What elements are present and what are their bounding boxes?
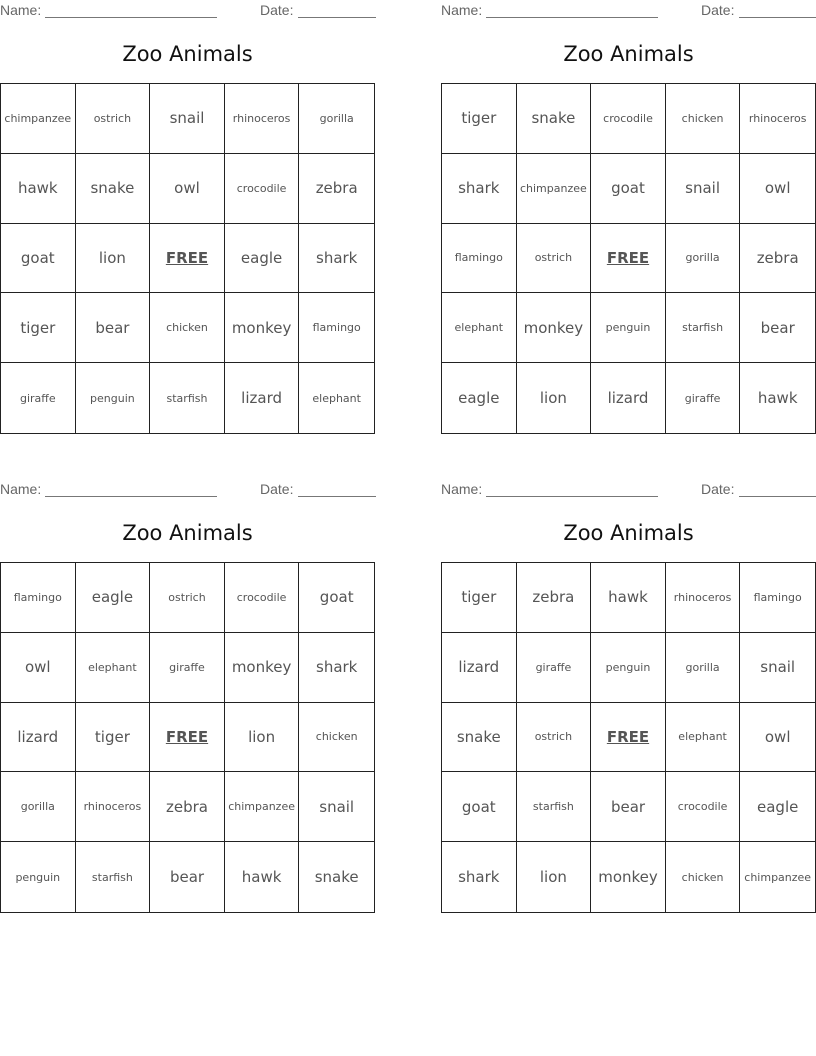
bingo-cell-word: snake — [531, 109, 576, 128]
bingo-cell — [517, 293, 592, 363]
name-blank-line — [45, 496, 217, 497]
bingo-cell — [76, 703, 151, 773]
bingo-cell — [299, 84, 374, 154]
bingo-cell — [76, 293, 151, 363]
bingo-cell — [225, 633, 300, 703]
bingo-cell — [442, 772, 517, 842]
header-line — [0, 2, 375, 20]
bingo-cell-word: rhinoceros — [748, 111, 807, 125]
bingo-cell-word: chimpanzee — [744, 870, 812, 884]
bingo-cell — [517, 154, 592, 224]
name-label: Name: — [441, 481, 483, 497]
bingo-card-1 — [0, 0, 375, 440]
bingo-cell — [299, 772, 374, 842]
bingo-cell-word: owl — [24, 658, 51, 677]
bingo-cell-word: gorilla — [685, 660, 720, 674]
bingo-cell-word: tiger — [461, 588, 497, 607]
bingo-cell-word: chicken — [681, 870, 724, 884]
bingo-cell-word: starfish — [166, 391, 208, 405]
bingo-cell-word: starfish — [682, 321, 724, 335]
bingo-cell — [591, 363, 666, 433]
free-space-cell — [150, 224, 225, 294]
bingo-cell — [442, 84, 517, 154]
card-title: Zoo Animals — [563, 521, 694, 545]
bingo-cell-word: flamingo — [13, 590, 62, 604]
bingo-cell — [150, 772, 225, 842]
bingo-card-3 — [0, 479, 375, 919]
bingo-cell-word: starfish — [91, 870, 133, 884]
bingo-cell — [442, 293, 517, 363]
bingo-cell-word: giraffe — [684, 391, 721, 405]
bingo-cell-word: zebra — [756, 248, 799, 267]
bingo-cell — [76, 772, 151, 842]
bingo-cell — [1, 293, 76, 363]
bingo-cell — [591, 563, 666, 633]
bingo-cell-word: rhinoceros — [673, 590, 732, 604]
bingo-cell-word: bear — [610, 797, 646, 816]
bingo-cell-word: gorilla — [685, 251, 720, 265]
bingo-cell-word: goat — [611, 179, 645, 198]
bingo-cell-word: lion — [539, 868, 567, 887]
bingo-cell — [1, 842, 76, 912]
bingo-cell-word: lizard — [17, 727, 59, 746]
bingo-cell — [517, 563, 592, 633]
bingo-cell — [76, 633, 151, 703]
bingo-cell-word: lizard — [458, 658, 500, 677]
bingo-cell-word: penguin — [90, 391, 135, 405]
bingo-grid — [441, 562, 816, 913]
bingo-cell-word: crocodile — [677, 800, 728, 814]
bingo-cell-word: lion — [98, 248, 126, 267]
bingo-cell — [666, 563, 741, 633]
date-blank-line — [739, 17, 816, 18]
bingo-cell — [666, 363, 741, 433]
bingo-grid — [441, 83, 816, 434]
bingo-cell — [299, 224, 374, 294]
header-line — [441, 2, 816, 20]
bingo-cell-word: eagle — [240, 248, 283, 267]
bingo-cell-word: bear — [169, 868, 205, 887]
bingo-cell — [1, 363, 76, 433]
bingo-cell-word: crocodile — [236, 181, 287, 195]
bingo-cell-word: hawk — [757, 389, 798, 408]
bingo-cell — [442, 842, 517, 912]
card-title: Zoo Animals — [563, 42, 694, 66]
bingo-cell — [76, 224, 151, 294]
bingo-cell — [740, 224, 815, 294]
bingo-cell-word: monkey — [598, 868, 658, 887]
bingo-cell — [76, 84, 151, 154]
bingo-cell-word: flamingo — [454, 251, 503, 265]
bingo-cell — [225, 154, 300, 224]
bingo-card-2 — [441, 0, 816, 440]
bingo-cell-word: chimpanzee — [519, 181, 587, 195]
bingo-cell — [591, 842, 666, 912]
date-label: Date: — [260, 481, 294, 497]
bingo-cell — [740, 84, 815, 154]
bingo-cell — [1, 84, 76, 154]
bingo-cell — [666, 84, 741, 154]
bingo-cell — [442, 363, 517, 433]
bingo-cell-word: crocodile — [236, 590, 287, 604]
bingo-cell — [740, 772, 815, 842]
name-blank-line — [486, 17, 658, 18]
bingo-cell — [299, 703, 374, 773]
bingo-cell-word: chicken — [315, 730, 358, 744]
name-blank-line — [45, 17, 217, 18]
date-label: Date: — [701, 481, 735, 497]
bingo-cell — [591, 293, 666, 363]
name-label: Name: — [0, 481, 42, 497]
bingo-cell-word: giraffe — [169, 660, 205, 674]
free-space-cell — [150, 703, 225, 773]
bingo-cell — [225, 842, 300, 912]
bingo-cell-word: shark — [316, 248, 358, 267]
bingo-cell — [666, 293, 741, 363]
bingo-cell-word: goat — [319, 588, 354, 607]
bingo-cell-word: monkey — [231, 658, 292, 677]
bingo-cell — [299, 842, 374, 912]
bingo-cell — [150, 84, 225, 154]
bingo-cell-word: ostrich — [93, 111, 132, 125]
bingo-cell-word: ostrich — [534, 730, 573, 744]
name-label: Name: — [441, 2, 483, 18]
bingo-cell — [517, 633, 592, 703]
bingo-cell — [76, 154, 151, 224]
bingo-cell-word: owl — [764, 179, 791, 198]
bingo-cell — [150, 154, 225, 224]
bingo-cell — [740, 563, 815, 633]
bingo-cell — [517, 363, 592, 433]
bingo-cell-word: snake — [90, 179, 135, 198]
bingo-cell-word: snail — [685, 179, 721, 198]
bingo-cell-word: zebra — [532, 588, 575, 607]
bingo-cell-word: shark — [458, 179, 500, 198]
bingo-cell — [1, 224, 76, 294]
card-title: Zoo Animals — [122, 42, 253, 66]
bingo-cell — [666, 703, 741, 773]
bingo-cell — [299, 363, 374, 433]
bingo-cell-word: owl — [174, 179, 200, 198]
bingo-cell — [591, 154, 666, 224]
bingo-cell-word: elephant — [454, 321, 504, 335]
bingo-cell-word: snake — [314, 868, 359, 887]
bingo-cell-word: shark — [316, 658, 358, 677]
bingo-cell — [225, 772, 300, 842]
bingo-cell — [591, 84, 666, 154]
bingo-cell-word: snail — [760, 658, 796, 677]
bingo-cell-word: ostrich — [168, 590, 206, 604]
bingo-cell — [442, 224, 517, 294]
bingo-cell — [150, 563, 225, 633]
bingo-cell — [1, 703, 76, 773]
bingo-cell — [442, 154, 517, 224]
bingo-cell-word: tiger — [94, 727, 130, 746]
bingo-cell-word: penguin — [15, 870, 61, 884]
bingo-cell-word: gorilla — [20, 800, 55, 814]
date-blank-line — [298, 17, 376, 18]
bingo-cell — [517, 84, 592, 154]
bingo-cell — [442, 563, 517, 633]
bingo-cell-word: lizard — [241, 389, 282, 408]
name-label: Name: — [0, 2, 42, 18]
bingo-cell-word: gorilla — [319, 111, 354, 125]
bingo-cell — [225, 84, 300, 154]
date-label: Date: — [260, 2, 294, 18]
bingo-cell — [1, 154, 76, 224]
bingo-cell — [740, 842, 815, 912]
bingo-cell-word: flamingo — [753, 590, 802, 604]
bingo-cell-word: lion — [539, 389, 567, 408]
bingo-cell-word: lizard — [607, 389, 649, 408]
free-space-cell — [591, 224, 666, 294]
bingo-cell-word: elephant — [678, 730, 727, 744]
bingo-cell — [225, 293, 300, 363]
bingo-cell — [225, 703, 300, 773]
bingo-cell-word: penguin — [605, 321, 651, 335]
bingo-cell-word: ostrich — [534, 251, 573, 265]
bingo-cell — [442, 633, 517, 703]
bingo-cell — [1, 633, 76, 703]
date-label: Date: — [701, 2, 735, 18]
bingo-cell-word: snail — [169, 109, 205, 128]
bingo-cell — [225, 224, 300, 294]
bingo-cell — [517, 772, 592, 842]
bingo-cell — [76, 842, 151, 912]
bingo-cell-word: tiger — [20, 318, 56, 337]
bingo-cell — [740, 703, 815, 773]
bingo-cell-word: FREE — [165, 248, 209, 267]
bingo-cell-word: owl — [764, 727, 791, 746]
bingo-cell-word: starfish — [532, 800, 574, 814]
bingo-cell-word: chimpanzee — [228, 800, 295, 814]
bingo-cell-word: goat — [20, 248, 55, 267]
bingo-cell — [225, 363, 300, 433]
bingo-cell-word: eagle — [458, 389, 500, 408]
bingo-cell — [666, 842, 741, 912]
bingo-grid — [0, 562, 375, 913]
bingo-cell — [740, 363, 815, 433]
date-blank-line — [298, 496, 376, 497]
bingo-cell — [150, 842, 225, 912]
bingo-cell-word: eagle — [91, 588, 134, 607]
bingo-cell — [299, 293, 374, 363]
bingo-cell — [1, 563, 76, 633]
bingo-cell — [666, 633, 741, 703]
bingo-cell-word: rhinoceros — [232, 111, 291, 125]
bingo-cell-word: chicken — [681, 111, 724, 125]
bingo-cell — [591, 633, 666, 703]
bingo-cell-word: chicken — [166, 321, 208, 335]
bingo-cell-word: hawk — [608, 588, 648, 607]
header-line — [441, 481, 816, 499]
bingo-cell — [591, 772, 666, 842]
bingo-cell-word: bear — [760, 318, 795, 337]
bingo-cell-word: monkey — [231, 318, 292, 337]
bingo-cell-word: zebra — [315, 179, 358, 198]
bingo-cell-word: eagle — [757, 797, 799, 816]
bingo-cell — [517, 703, 592, 773]
bingo-cell — [740, 633, 815, 703]
bingo-cell-word: FREE — [606, 248, 650, 267]
bingo-cell-word: goat — [461, 797, 496, 816]
bingo-cell — [740, 293, 815, 363]
bingo-cell — [517, 842, 592, 912]
bingo-cell — [76, 363, 151, 433]
bingo-cell — [1, 772, 76, 842]
name-blank-line — [486, 496, 658, 497]
bingo-cell — [666, 772, 741, 842]
bingo-cell — [299, 633, 374, 703]
header-line — [0, 481, 375, 499]
bingo-cell-word: giraffe — [535, 660, 572, 674]
bingo-cell-word: bear — [95, 318, 130, 337]
bingo-cell-word: shark — [458, 868, 500, 887]
bingo-cell — [150, 363, 225, 433]
bingo-cell-word: chimpanzee — [4, 111, 72, 125]
bingo-cell — [150, 293, 225, 363]
bingo-cell — [299, 563, 374, 633]
bingo-cell-word: crocodile — [603, 111, 653, 125]
bingo-cell — [666, 154, 741, 224]
bingo-grid — [0, 83, 375, 434]
bingo-cell — [76, 563, 151, 633]
bingo-cell — [740, 154, 815, 224]
bingo-cell-word: elephant — [312, 391, 361, 405]
bingo-cell-word: flamingo — [312, 321, 361, 335]
bingo-card-4 — [441, 479, 816, 919]
bingo-cell-word: lion — [248, 727, 276, 746]
bingo-cell-word: snail — [319, 797, 355, 816]
free-space-cell — [591, 703, 666, 773]
bingo-cell — [299, 154, 374, 224]
bingo-cell — [517, 224, 592, 294]
bingo-cell-word: rhinoceros — [83, 800, 142, 814]
bingo-cell-word: zebra — [166, 797, 208, 816]
bingo-cell — [666, 224, 741, 294]
bingo-cell-word: monkey — [523, 318, 584, 337]
bingo-cell-word: FREE — [606, 727, 650, 746]
bingo-cell-word: hawk — [241, 868, 282, 887]
bingo-cell-word: giraffe — [19, 391, 56, 405]
bingo-cell-word: tiger — [461, 109, 497, 128]
bingo-cell — [442, 703, 517, 773]
bingo-cell — [150, 633, 225, 703]
bingo-cell-word: penguin — [605, 660, 651, 674]
bingo-cell-word: hawk — [17, 179, 58, 198]
bingo-cell-word: FREE — [165, 727, 209, 746]
bingo-cell — [225, 563, 300, 633]
card-title: Zoo Animals — [122, 521, 253, 545]
bingo-cell-word: snake — [456, 727, 501, 746]
date-blank-line — [739, 496, 816, 497]
bingo-cell-word: elephant — [88, 660, 137, 674]
